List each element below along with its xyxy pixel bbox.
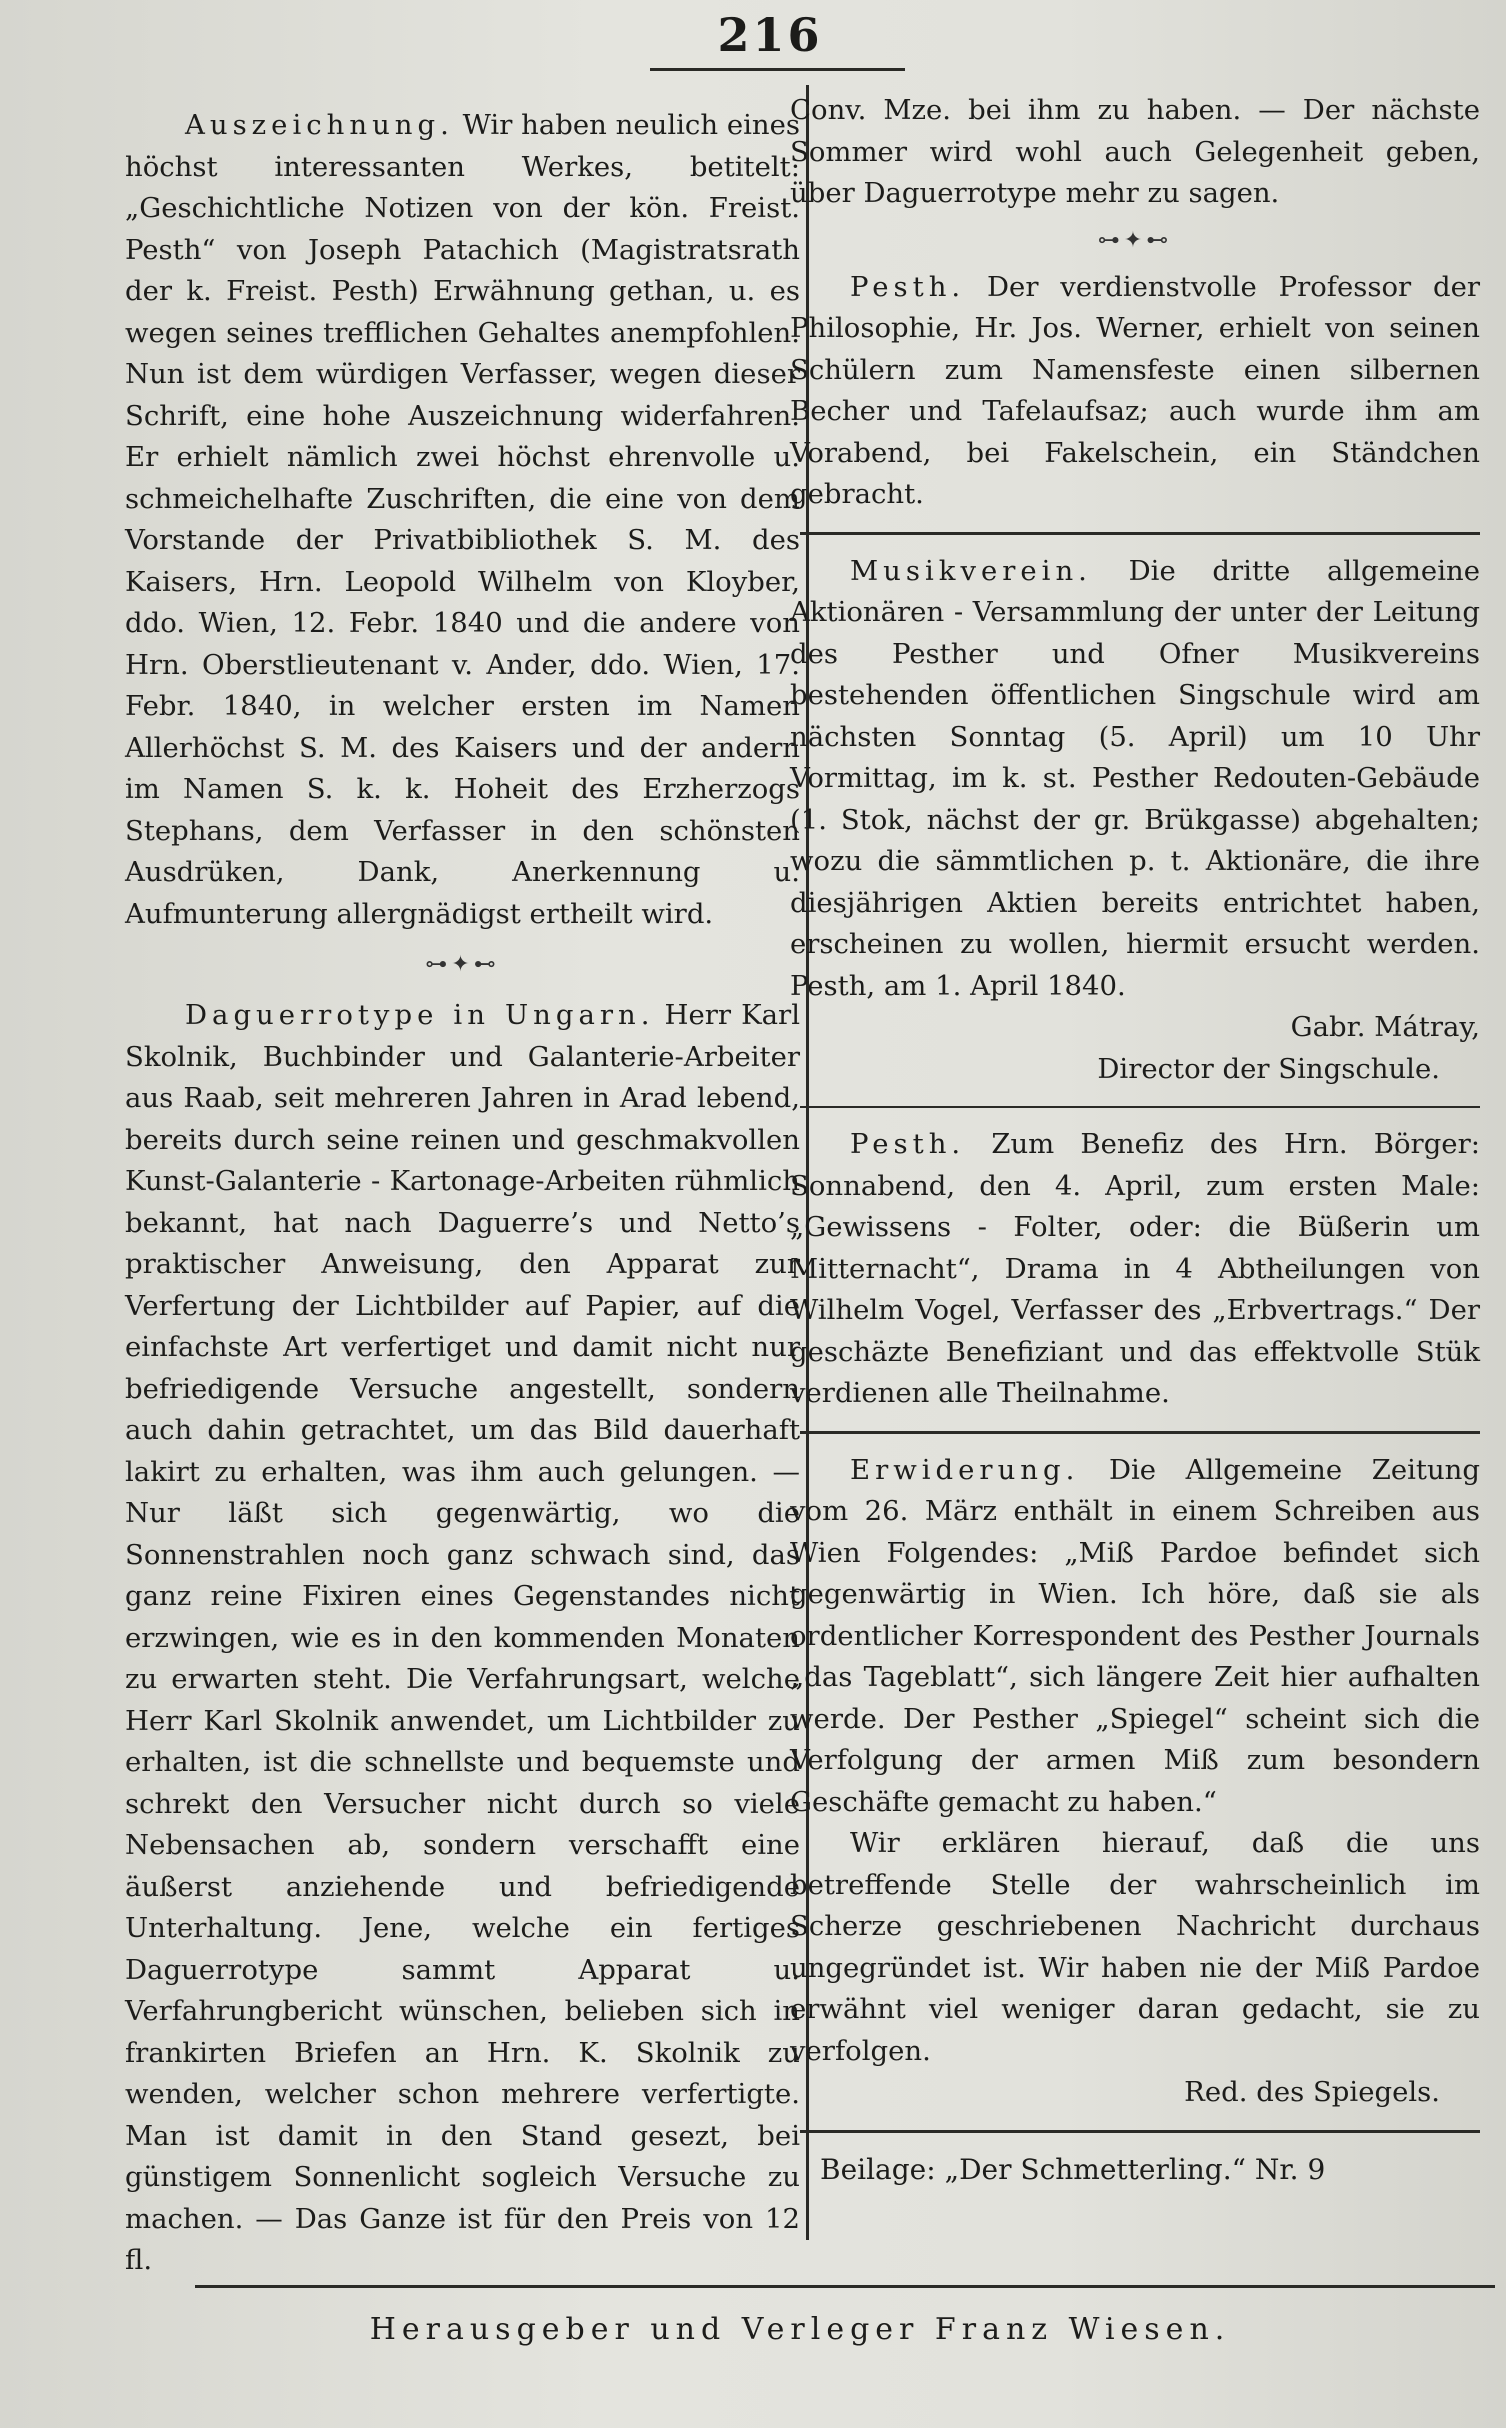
article-body: Der verdienstvolle Professor der Philosophie, Hr. Jos. Werner, erhielt von seinen Schülern zum Namensfeste einen silbernen Becher und Tafelaufsaz; auch wurde ihm am Vorabend, bei Fakelschein, ein Ständchen gebracht. [790, 270, 1480, 510]
article-pesth-benefiz [790, 1124, 1480, 1415]
article-daguerrotype [125, 995, 800, 2282]
article-lead: Daguerrotype in Ungarn. [185, 999, 655, 1031]
article-body: Herr Karl Skolnik, Buchbinder und Galanterie-Arbeiter aus Raab, seit mehreren Jahren in Arad lebend, bereits durch seine reinen und geschmakvollen Kunst-Galanterie - Kartonage-Arbeiten rühmlich bekannt, hat nach Daguerre’s und Netto’s praktischer Anweisung, den Apparat zur Verfertung der Lichtbilder auf Papier, auf die einfachste Art verfertiget und damit nicht nur befriedigende Versuche angestellt, sondern auch dahin getrachtet, um das Bild dauerhaft lakirt zu erhalten, was ihm auch gelungen. — Nur läßt sich gegenwärtig, wo die Sonnenstrahlen noch ganz schwach sind, das ganz reine Fixiren eines Gegenstandes nicht erzwingen, wie es in den kommenden Monaten zu erwarten steht. Die Verfahrungsart, welche Herr Karl Skolnik anwendet, um Lichtbilder zu erhalten, ist die schnellste und bequemste und schrekt den Versucher nicht durch so viele Nebensachen ab, sondern verschafft eine äußerst anziehende und befriedigende Unterhaltung. Jene, welche ein fertiges Daguerrotype sammt Apparat u. Verfahrungbericht wünschen, belieben sich in frankirten Briefen an Hrn. K. Skolnik zu wenden, welcher schon mehrere verfertigte. Man ist damit in den Stand gesezt, bei günstigem Sonnenlicht sogleich Versuche zu machen. — Das Ganze ist für den Preis von 12 fl. [125, 999, 800, 2276]
signature-name: Gabr. Mátray, [1290, 1011, 1480, 1043]
signature-title: Director der Singschule. [1097, 1052, 1440, 1085]
section-rule [800, 2130, 1480, 2133]
header-rule [650, 68, 905, 71]
signature-redaction: Red. des Spiegels. [1184, 2076, 1440, 2108]
article-musikverein [790, 551, 1480, 1008]
article-auszeichnung [125, 105, 800, 935]
article-lead: Auszeichnung. [185, 109, 454, 141]
ornament-divider: ⊶✦⊷ [425, 952, 500, 977]
section-rule [800, 1106, 1480, 1108]
publisher-footer: Herausgeber und Verleger Franz Wiesen. [369, 2312, 1231, 2347]
article-continuation: Conv. Mze. bei ihm zu haben. — Der nächste Sommer wird wohl auch Gelegenheit geben, über Daguerrotype mehr zu sagen. [790, 94, 1480, 209]
article-erwiderung-reply: Wir erklären hierauf, daß die uns betreffende Stelle der wahrscheinlich im Scherze geschriebenen Nachricht durchaus ungegründet ist. Wir haben nie der Miß Pardoe erwähnt viel weniger daran gedacht, sie zu verfolgen. [790, 1827, 1480, 2067]
article-body: Die Allgemeine Zeitung vom 26. März enthält in einem Schreiben aus Wien Folgendes: „Miß Pardoe befindet sich gegenwärtig in Wien. Ich höre, daß sie als ordentlicher Korrespondent des Pesther Journals „das Tageblatt“, sich längere Zeit hier aufhalten werde. Der Pesther „Spiegel“ scheint sich die Verfolgung der armen Miß zum besondern Geschäfte gemacht zu haben.“ [790, 1453, 1480, 1818]
article-lead: Erwiderung. [850, 1453, 1080, 1486]
article-body: Die dritte allgemeine Aktionären - Versammlung der unter der Leitung des Pesther und Ofner Musikvereins bestehenden öffentlichen Singschule wird am nächsten Sonntag (5. April) um 10 Uhr Vormittag, im k. st. Pesther Redouten-Gebäude (1. Stok, nächst der gr. Brükgasse) abgehalten; wozu die sämmtlichen p. t. Aktionäre, die ihre diesjährigen Aktien bereits entrichtet haben, erscheinen zu wollen, hiermit ersucht werden. Pesth, am 1. April 1840. [790, 554, 1480, 1002]
right-column [790, 90, 1480, 2190]
article-pesth-werner [790, 267, 1480, 516]
article-lead: Musikverein. [850, 554, 1092, 587]
page-number: 216 [717, 8, 823, 62]
article-lead: Pesth. [850, 1128, 966, 1160]
section-rule [800, 1431, 1480, 1434]
article-body: Wir haben neulich eines höchst interessanten Werkes, betitelt: „Geschichtliche Notizen von der kön. Freist. Pesth“ von Joseph Patachich (Magistratsrath der k. Freist. Pesth) Erwähnung gethan, u. es wegen seines trefflichen Gehaltes anempfohlen. Nun ist dem würdigen Verfasser, wegen dieser Schrift, eine hohe Auszeichnung widerfahren. Er erhielt nämlich zwei höchst ehrenvolle u. schmeichelhafte Zuschriften, die eine von dem Vorstande der Privatbibliothek S. M. des Kaisers, Hrn. Leopold Wilhelm von Kloyber, ddo. Wien, 12. Febr. 1840 und die andere von Hrn. Oberstlieutenant v. Ander, ddo. Wien, 17. Febr. 1840, in welcher ersten im Namen Allerhöchst S. M. des Kaisers und der andern im Namen S. k. k. Hoheit des Erzherzogs Stephans, dem Verfasser in den schönsten Ausdrüken, Dank, Anerkennung u. Aufmunterung allergnädigst ertheilt wird. [125, 109, 800, 930]
section-rule [800, 532, 1480, 535]
supplement-note: Beilage: „Der Schmetterling.“ Nr. 9 [820, 2152, 1326, 2186]
footer-rule [195, 2285, 1495, 2288]
article-lead: Pesth. [850, 270, 966, 303]
article-erwiderung [790, 1450, 1480, 1824]
left-column [125, 105, 800, 2282]
ornament-divider: ⊶✦⊷ [1097, 227, 1173, 253]
article-body: Zum Benefiz des Hrn. Börger: Sonnabend, den 4. April, zum ersten Male: „Gewissens - Folter, oder: die Büßerin um Mitternacht“, Drama in 4 Abtheilungen von Wilhelm Vogel, Verfasser des „Erbvertrags.“ Der geschäzte Benefiziant und das effektvolle Stük verdienen alle Theilnahme. [790, 1128, 1480, 1409]
